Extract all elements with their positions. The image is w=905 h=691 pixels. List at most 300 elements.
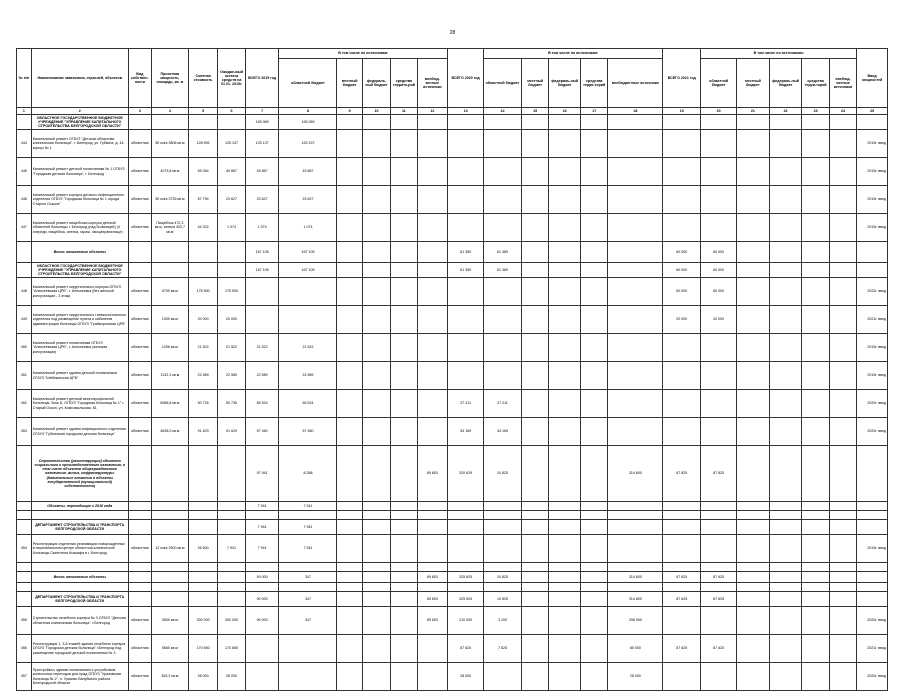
cell-loc2019 bbox=[337, 418, 362, 446]
cell-loc2020 bbox=[521, 446, 548, 502]
cell-cap bbox=[151, 583, 188, 592]
cell-loc2020 bbox=[521, 158, 548, 186]
cell-num: 445 bbox=[17, 158, 32, 186]
cell-total2021 bbox=[663, 362, 701, 390]
cell-ter2019 bbox=[391, 158, 417, 186]
cell-loc2019 bbox=[337, 520, 362, 535]
table-row bbox=[17, 362, 888, 390]
cell-extra2021 bbox=[829, 572, 856, 583]
table-row bbox=[17, 592, 888, 607]
column-number: 23 bbox=[802, 108, 829, 115]
cell-num: 452 bbox=[17, 390, 32, 418]
cell-reg2021 bbox=[701, 535, 737, 563]
cell-loc2020 bbox=[521, 242, 548, 263]
cell-fed2020 bbox=[549, 446, 581, 502]
cell-fed2021 bbox=[769, 390, 802, 418]
cell-cost bbox=[188, 511, 218, 520]
cell-commission bbox=[857, 563, 888, 572]
cell-cap bbox=[151, 511, 188, 520]
cell-fed2020 bbox=[549, 535, 581, 563]
cell-ter2019 bbox=[391, 306, 417, 334]
cell-cap bbox=[151, 263, 188, 278]
cell-loc2019 bbox=[337, 583, 362, 592]
cell-extra2020 bbox=[608, 511, 663, 520]
cell-extra2021 bbox=[829, 520, 856, 535]
cell-commission bbox=[857, 592, 888, 607]
cell-reg2021: 87 625 bbox=[701, 592, 737, 607]
cell-total2020: 34 169 bbox=[448, 418, 484, 446]
cell-extra2019 bbox=[417, 115, 448, 130]
cell-extra2019: 89 653 bbox=[417, 607, 448, 635]
cell-commission bbox=[857, 520, 888, 535]
cell-own: областная bbox=[128, 306, 151, 334]
cell-commission: 2019г. ввод bbox=[857, 535, 888, 563]
cell-ter2019 bbox=[391, 418, 417, 446]
cell-name: Капитальный ремонт здания инфекционного отделения ОГБУЗ "Губкинская городская детская больница" bbox=[31, 418, 128, 446]
cell-extra2019 bbox=[417, 535, 448, 563]
cell-ter2021 bbox=[802, 390, 829, 418]
cell-reg2021: 60 000 bbox=[701, 278, 737, 306]
cell-reg2021 bbox=[701, 130, 737, 158]
cell-reg2021 bbox=[701, 390, 737, 418]
cell-total2021: 60 000 bbox=[663, 242, 701, 263]
table-row bbox=[17, 607, 888, 635]
cell-extra2021 bbox=[829, 306, 856, 334]
column-number: 1 bbox=[17, 108, 32, 115]
cell-ter2020 bbox=[581, 158, 608, 186]
cell-ter2021 bbox=[802, 214, 829, 242]
cell-ter2020 bbox=[581, 592, 608, 607]
cell-extra2019 bbox=[417, 362, 448, 390]
cell-cap: 1300 кв.м bbox=[151, 306, 188, 334]
column-number: 17 bbox=[581, 108, 608, 115]
cell-ter2019 bbox=[391, 390, 417, 418]
cell-loc2019 bbox=[337, 511, 362, 520]
cell-loc2021 bbox=[737, 663, 770, 691]
cell-fed2019 bbox=[362, 214, 390, 242]
cell-reg2020 bbox=[484, 511, 522, 520]
cell-total2020 bbox=[448, 214, 484, 242]
cell-loc2021 bbox=[737, 115, 770, 130]
col-capacity: Проектная мощность, площадь, кв. м bbox=[151, 49, 188, 108]
src-federal-2019: федераль-ный бюджет bbox=[362, 59, 390, 108]
col-cost: Сметная стоимость bbox=[188, 49, 218, 108]
cell-num bbox=[17, 446, 32, 502]
cell-ter2020 bbox=[581, 362, 608, 390]
cell-total2019: 195 089 bbox=[245, 115, 279, 130]
cell-ter2019 bbox=[391, 214, 417, 242]
cell-extra2019 bbox=[417, 511, 448, 520]
cell-ter2021 bbox=[802, 242, 829, 263]
col-total-2019: ВСЕГО 2019 год bbox=[245, 49, 279, 108]
cell-commission: 2021г. ввод bbox=[857, 306, 888, 334]
cell-cap: Пищеблок 472,3 кв.м, аптека 403,7 кв.м bbox=[151, 214, 188, 242]
cell-total2021: 20 000 bbox=[663, 306, 701, 334]
cell-fed2019 bbox=[362, 390, 390, 418]
table-row bbox=[17, 158, 888, 186]
cell-total2020: 27 211 bbox=[448, 390, 484, 418]
cell-fed2020 bbox=[549, 520, 581, 535]
cell-ter2021 bbox=[802, 115, 829, 130]
cell-fed2021 bbox=[769, 115, 802, 130]
cell-name: Вновь начинаемые объекты bbox=[31, 572, 128, 583]
cell-extra2020 bbox=[608, 306, 663, 334]
cell-fed2021 bbox=[769, 418, 802, 446]
cell-num: 456 bbox=[17, 635, 32, 663]
cell-extra2019 bbox=[417, 306, 448, 334]
cell-extra2019 bbox=[417, 186, 448, 214]
cell-reg2020: 34 169 bbox=[484, 418, 522, 446]
table-row bbox=[17, 186, 888, 214]
cell-fed2019 bbox=[362, 520, 390, 535]
cell-ter2021 bbox=[802, 186, 829, 214]
cell-reg2020: 10 825 bbox=[484, 572, 522, 583]
column-number: 8 bbox=[279, 108, 337, 115]
cell-total2020 bbox=[448, 278, 484, 306]
cell-ter2021 bbox=[802, 334, 829, 362]
cell-loc2020 bbox=[521, 186, 548, 214]
cell-reg2021 bbox=[701, 511, 737, 520]
cell-num bbox=[17, 583, 32, 592]
column-number: 9 bbox=[337, 108, 362, 115]
cell-ter2019 bbox=[391, 572, 417, 583]
cell-loc2019 bbox=[337, 572, 362, 583]
src-federal-2020: федераль-ный бюджет bbox=[549, 59, 581, 108]
cell-reg2019 bbox=[279, 583, 337, 592]
cell-rem bbox=[218, 446, 245, 502]
column-number: 18 bbox=[608, 108, 663, 115]
cell-num bbox=[17, 592, 32, 607]
cell-ter2020 bbox=[581, 511, 608, 520]
cell-rem: 50 735 bbox=[218, 390, 245, 418]
cell-total2020 bbox=[448, 130, 484, 158]
cell-rem: 1 074 bbox=[218, 214, 245, 242]
cell-total2021 bbox=[663, 115, 701, 130]
column-number-row bbox=[17, 108, 888, 115]
cell-own: областная bbox=[128, 635, 151, 663]
cell-reg2020 bbox=[484, 115, 522, 130]
cell-fed2019 bbox=[362, 418, 390, 446]
cell-total2019 bbox=[245, 663, 279, 691]
cell-total2019: 65 524 bbox=[245, 390, 279, 418]
cell-cap bbox=[151, 115, 188, 130]
cell-total2019 bbox=[245, 511, 279, 520]
column-number: 19 bbox=[663, 108, 701, 115]
cell-name: ОБЛАСТНОЕ ГОСУДАРСТВЕННОЕ БЮДЖЕТНОЕ УЧРЕЖДЕНИЕ "УПРАВЛЕНИЕ КАПИТАЛЬНОГО СТРОИТЕЛЬСТВА БЕЛГОРОДСКОЙ ОБЛАСТИ" bbox=[31, 115, 128, 130]
cell-cap: 1206 кв.м bbox=[151, 334, 188, 362]
column-number: 16 bbox=[549, 108, 581, 115]
cell-reg2020 bbox=[484, 362, 522, 390]
cell-fed2020 bbox=[549, 390, 581, 418]
cell-reg2020: 3 100 bbox=[484, 607, 522, 635]
cell-extra2021 bbox=[829, 390, 856, 418]
cell-fed2020 bbox=[549, 572, 581, 583]
cell-fed2020 bbox=[549, 583, 581, 592]
cell-extra2019 bbox=[417, 583, 448, 592]
cell-cost: 175 590 bbox=[188, 278, 218, 306]
cell-num bbox=[17, 511, 32, 520]
table-row bbox=[17, 214, 888, 242]
cell-loc2020 bbox=[521, 418, 548, 446]
cell-loc2019 bbox=[337, 563, 362, 572]
cell-name bbox=[31, 563, 128, 572]
cell-reg2019: 347 bbox=[279, 572, 337, 583]
cell-loc2021 bbox=[737, 592, 770, 607]
cell-total2019: 90 000 bbox=[245, 572, 279, 583]
cell-ter2019 bbox=[391, 607, 417, 635]
cell-loc2019 bbox=[337, 502, 362, 511]
cell-total2021 bbox=[663, 563, 701, 572]
column-number: 5 bbox=[188, 108, 218, 115]
cell-total2020 bbox=[448, 583, 484, 592]
cell-total2021: 87 625 bbox=[663, 592, 701, 607]
cell-fed2019 bbox=[362, 186, 390, 214]
cell-fed2019 bbox=[362, 334, 390, 362]
cell-ter2020 bbox=[581, 278, 608, 306]
cell-total2021 bbox=[663, 186, 701, 214]
cell-own: областная bbox=[128, 214, 151, 242]
table-row bbox=[17, 278, 888, 306]
cell-fed2021 bbox=[769, 306, 802, 334]
cell-own bbox=[128, 572, 151, 583]
cell-fed2021 bbox=[769, 334, 802, 362]
cell-loc2021 bbox=[737, 607, 770, 635]
cell-rem bbox=[218, 502, 245, 511]
cell-ter2021 bbox=[802, 306, 829, 334]
cell-cost bbox=[188, 446, 218, 502]
cell-rem: 22 589 bbox=[218, 362, 245, 390]
cell-commission bbox=[857, 572, 888, 583]
cell-fed2021 bbox=[769, 563, 802, 572]
src-territory-2019: средства террито-рий bbox=[391, 59, 417, 108]
cell-cost: 50 735 bbox=[188, 390, 218, 418]
cell-ter2019 bbox=[391, 186, 417, 214]
cell-cost: 21 522 bbox=[188, 334, 218, 362]
cell-num bbox=[17, 572, 32, 583]
cell-ter2020 bbox=[581, 502, 608, 511]
cell-reg2020 bbox=[484, 583, 522, 592]
cell-loc2019 bbox=[337, 446, 362, 502]
cell-own: областная bbox=[128, 362, 151, 390]
cell-rem: 300 000 bbox=[218, 607, 245, 635]
cell-fed2021 bbox=[769, 263, 802, 278]
cell-total2020 bbox=[448, 511, 484, 520]
cell-reg2021 bbox=[701, 520, 737, 535]
cell-fed2021 bbox=[769, 362, 802, 390]
cell-rem: 20 000 bbox=[218, 306, 245, 334]
cell-commission bbox=[857, 446, 888, 502]
cell-reg2019 bbox=[279, 306, 337, 334]
cell-name bbox=[31, 583, 128, 592]
cell-name: Реконструкция отделения реанимации новорожденных в перинатальном центре областной клинической больницы Святителя Иоасафа в г. Белгород bbox=[31, 535, 128, 563]
cell-own: областная bbox=[128, 390, 151, 418]
cell-own bbox=[128, 446, 151, 502]
cell-extra2019 bbox=[417, 130, 448, 158]
cell-rem: 21 522 bbox=[218, 334, 245, 362]
cell-total2020 bbox=[448, 186, 484, 214]
cell-loc2020 bbox=[521, 583, 548, 592]
cell-total2020: 87 625 bbox=[448, 635, 484, 663]
cell-cap bbox=[151, 446, 188, 502]
cell-total2021 bbox=[663, 390, 701, 418]
cell-total2020 bbox=[448, 115, 484, 130]
cell-reg2019: 347 bbox=[279, 592, 337, 607]
cell-commission: 2019г. ввод bbox=[857, 214, 888, 242]
cell-extra2020 bbox=[608, 390, 663, 418]
cell-total2019: 167 105 bbox=[245, 242, 279, 263]
cell-fed2021 bbox=[769, 635, 802, 663]
cell-loc2021 bbox=[737, 130, 770, 158]
cell-own bbox=[128, 263, 151, 278]
cell-reg2021: 60 000 bbox=[701, 263, 737, 278]
cell-total2019: 7 941 bbox=[245, 520, 279, 535]
cell-reg2019 bbox=[279, 511, 337, 520]
cell-ter2021 bbox=[802, 520, 829, 535]
cell-extra2021 bbox=[829, 583, 856, 592]
cell-total2021 bbox=[663, 511, 701, 520]
cell-ter2020 bbox=[581, 607, 608, 635]
cell-reg2021: 87 625 bbox=[701, 572, 737, 583]
cell-extra2019 bbox=[417, 242, 448, 263]
cell-loc2021 bbox=[737, 520, 770, 535]
cell-total2020: 210 000 bbox=[448, 607, 484, 635]
cell-ter2019 bbox=[391, 115, 417, 130]
cell-fed2019 bbox=[362, 535, 390, 563]
cell-total2020: 61 389 bbox=[448, 242, 484, 263]
cell-loc2020 bbox=[521, 511, 548, 520]
cell-loc2020 bbox=[521, 520, 548, 535]
column-number: 11 bbox=[391, 108, 417, 115]
cell-name: Капитальный ремонт поликлиники ОГБУЗ "Алексеевская ЦРБ", г. Алексеевка (женская консультация) bbox=[31, 334, 128, 362]
cell-num: 450 bbox=[17, 334, 32, 362]
col-sources-2020: В том числе по источникам: bbox=[484, 49, 663, 59]
cell-ter2020 bbox=[581, 214, 608, 242]
cell-loc2020 bbox=[521, 635, 548, 663]
cell-extra2021 bbox=[829, 186, 856, 214]
cell-total2021 bbox=[663, 418, 701, 446]
cell-cost: 20 000 bbox=[188, 306, 218, 334]
cell-total2019: 22 589 bbox=[245, 362, 279, 390]
cell-num: 449 bbox=[17, 306, 32, 334]
cell-total2021: 87 625 bbox=[663, 635, 701, 663]
cell-extra2020 bbox=[608, 502, 663, 511]
cell-loc2019 bbox=[337, 306, 362, 334]
cell-reg2020: 61 389 bbox=[484, 242, 522, 263]
cell-extra2020 bbox=[608, 334, 663, 362]
table-row bbox=[17, 520, 888, 535]
cell-ter2020 bbox=[581, 520, 608, 535]
cell-loc2019 bbox=[337, 607, 362, 635]
cell-fed2019 bbox=[362, 502, 390, 511]
cell-ter2021 bbox=[802, 418, 829, 446]
cell-ter2019 bbox=[391, 592, 417, 607]
cell-loc2021 bbox=[737, 242, 770, 263]
cell-cap bbox=[151, 520, 188, 535]
cell-fed2020 bbox=[549, 635, 581, 663]
cell-total2019: 57 460 bbox=[245, 418, 279, 446]
cell-loc2020 bbox=[521, 263, 548, 278]
cell-extra2020 bbox=[608, 278, 663, 306]
cell-total2020: 325 625 bbox=[448, 572, 484, 583]
cell-loc2021 bbox=[737, 306, 770, 334]
cell-cost bbox=[188, 520, 218, 535]
column-number: 7 bbox=[245, 108, 279, 115]
cell-total2021 bbox=[663, 535, 701, 563]
cell-rem: 170 650 bbox=[218, 635, 245, 663]
column-number: 12 bbox=[417, 108, 448, 115]
cell-ter2020 bbox=[581, 334, 608, 362]
cell-loc2019 bbox=[337, 115, 362, 130]
cell-reg2021: 87 625 bbox=[701, 635, 737, 663]
cell-extra2019 bbox=[417, 502, 448, 511]
cell-extra2021 bbox=[829, 242, 856, 263]
col-total-2020: ВСЕГО 2020 год bbox=[448, 49, 484, 108]
cell-num bbox=[17, 563, 32, 572]
cell-ter2019 bbox=[391, 242, 417, 263]
cell-cost bbox=[188, 572, 218, 583]
cell-commission: 2019г. ввод bbox=[857, 334, 888, 362]
table-row bbox=[17, 563, 888, 572]
cell-ter2021 bbox=[802, 263, 829, 278]
cell-reg2019 bbox=[279, 563, 337, 572]
cell-extra2019 bbox=[417, 635, 448, 663]
cell-total2019 bbox=[245, 306, 279, 334]
column-number: 4 bbox=[151, 108, 188, 115]
cell-extra2021 bbox=[829, 334, 856, 362]
cell-loc2021 bbox=[737, 334, 770, 362]
cell-total2020 bbox=[448, 334, 484, 362]
cell-num: 447 bbox=[17, 214, 32, 242]
cell-ter2020 bbox=[581, 390, 608, 418]
cell-own: областная bbox=[128, 663, 151, 691]
cell-own bbox=[128, 592, 151, 607]
cell-total2021: 60 000 bbox=[663, 263, 701, 278]
cell-ter2020 bbox=[581, 186, 608, 214]
cell-name: Вновь начинаемые объекты bbox=[31, 242, 128, 263]
cell-ter2019 bbox=[391, 362, 417, 390]
cell-total2019: 97 941 bbox=[245, 446, 279, 502]
cell-ter2019 bbox=[391, 535, 417, 563]
cell-commission: 2019г. ввод bbox=[857, 186, 888, 214]
table-row bbox=[17, 242, 888, 263]
cell-loc2021 bbox=[737, 511, 770, 520]
cell-extra2021 bbox=[829, 362, 856, 390]
cell-fed2019 bbox=[362, 158, 390, 186]
cell-num bbox=[17, 115, 32, 130]
cell-extra2021 bbox=[829, 592, 856, 607]
cell-own: областная bbox=[128, 334, 151, 362]
cell-ter2020 bbox=[581, 663, 608, 691]
cell-commission: 2021г. ввод bbox=[857, 635, 888, 663]
cell-fed2020 bbox=[549, 214, 581, 242]
cell-ter2021 bbox=[802, 446, 829, 502]
cell-reg2020 bbox=[484, 520, 522, 535]
cell-reg2021 bbox=[701, 607, 737, 635]
cell-fed2020 bbox=[549, 115, 581, 130]
cell-reg2019: 7 941 bbox=[279, 520, 337, 535]
cell-ter2020 bbox=[581, 535, 608, 563]
cell-total2019: 7 941 bbox=[245, 502, 279, 511]
column-number: 3 bbox=[128, 108, 151, 115]
cell-commission: 2020г. ввод bbox=[857, 390, 888, 418]
cell-ter2020 bbox=[581, 572, 608, 583]
cell-loc2021 bbox=[737, 502, 770, 511]
cell-name: ОБЛАСТНОЕ ГОСУДАРСТВЕННОЕ БЮДЖЕТНОЕ УЧРЕЖДЕНИЕ "УПРАВЛЕНИЕ КАПИТАЛЬНОГО СТРОИТЕЛЬСТВА БЕЛГОРОДСКОЙ ОБЛАСТИ" bbox=[31, 263, 128, 278]
cell-fed2019 bbox=[362, 607, 390, 635]
cell-total2020 bbox=[448, 563, 484, 572]
cell-own bbox=[128, 242, 151, 263]
cell-total2019: 21 522 bbox=[245, 334, 279, 362]
